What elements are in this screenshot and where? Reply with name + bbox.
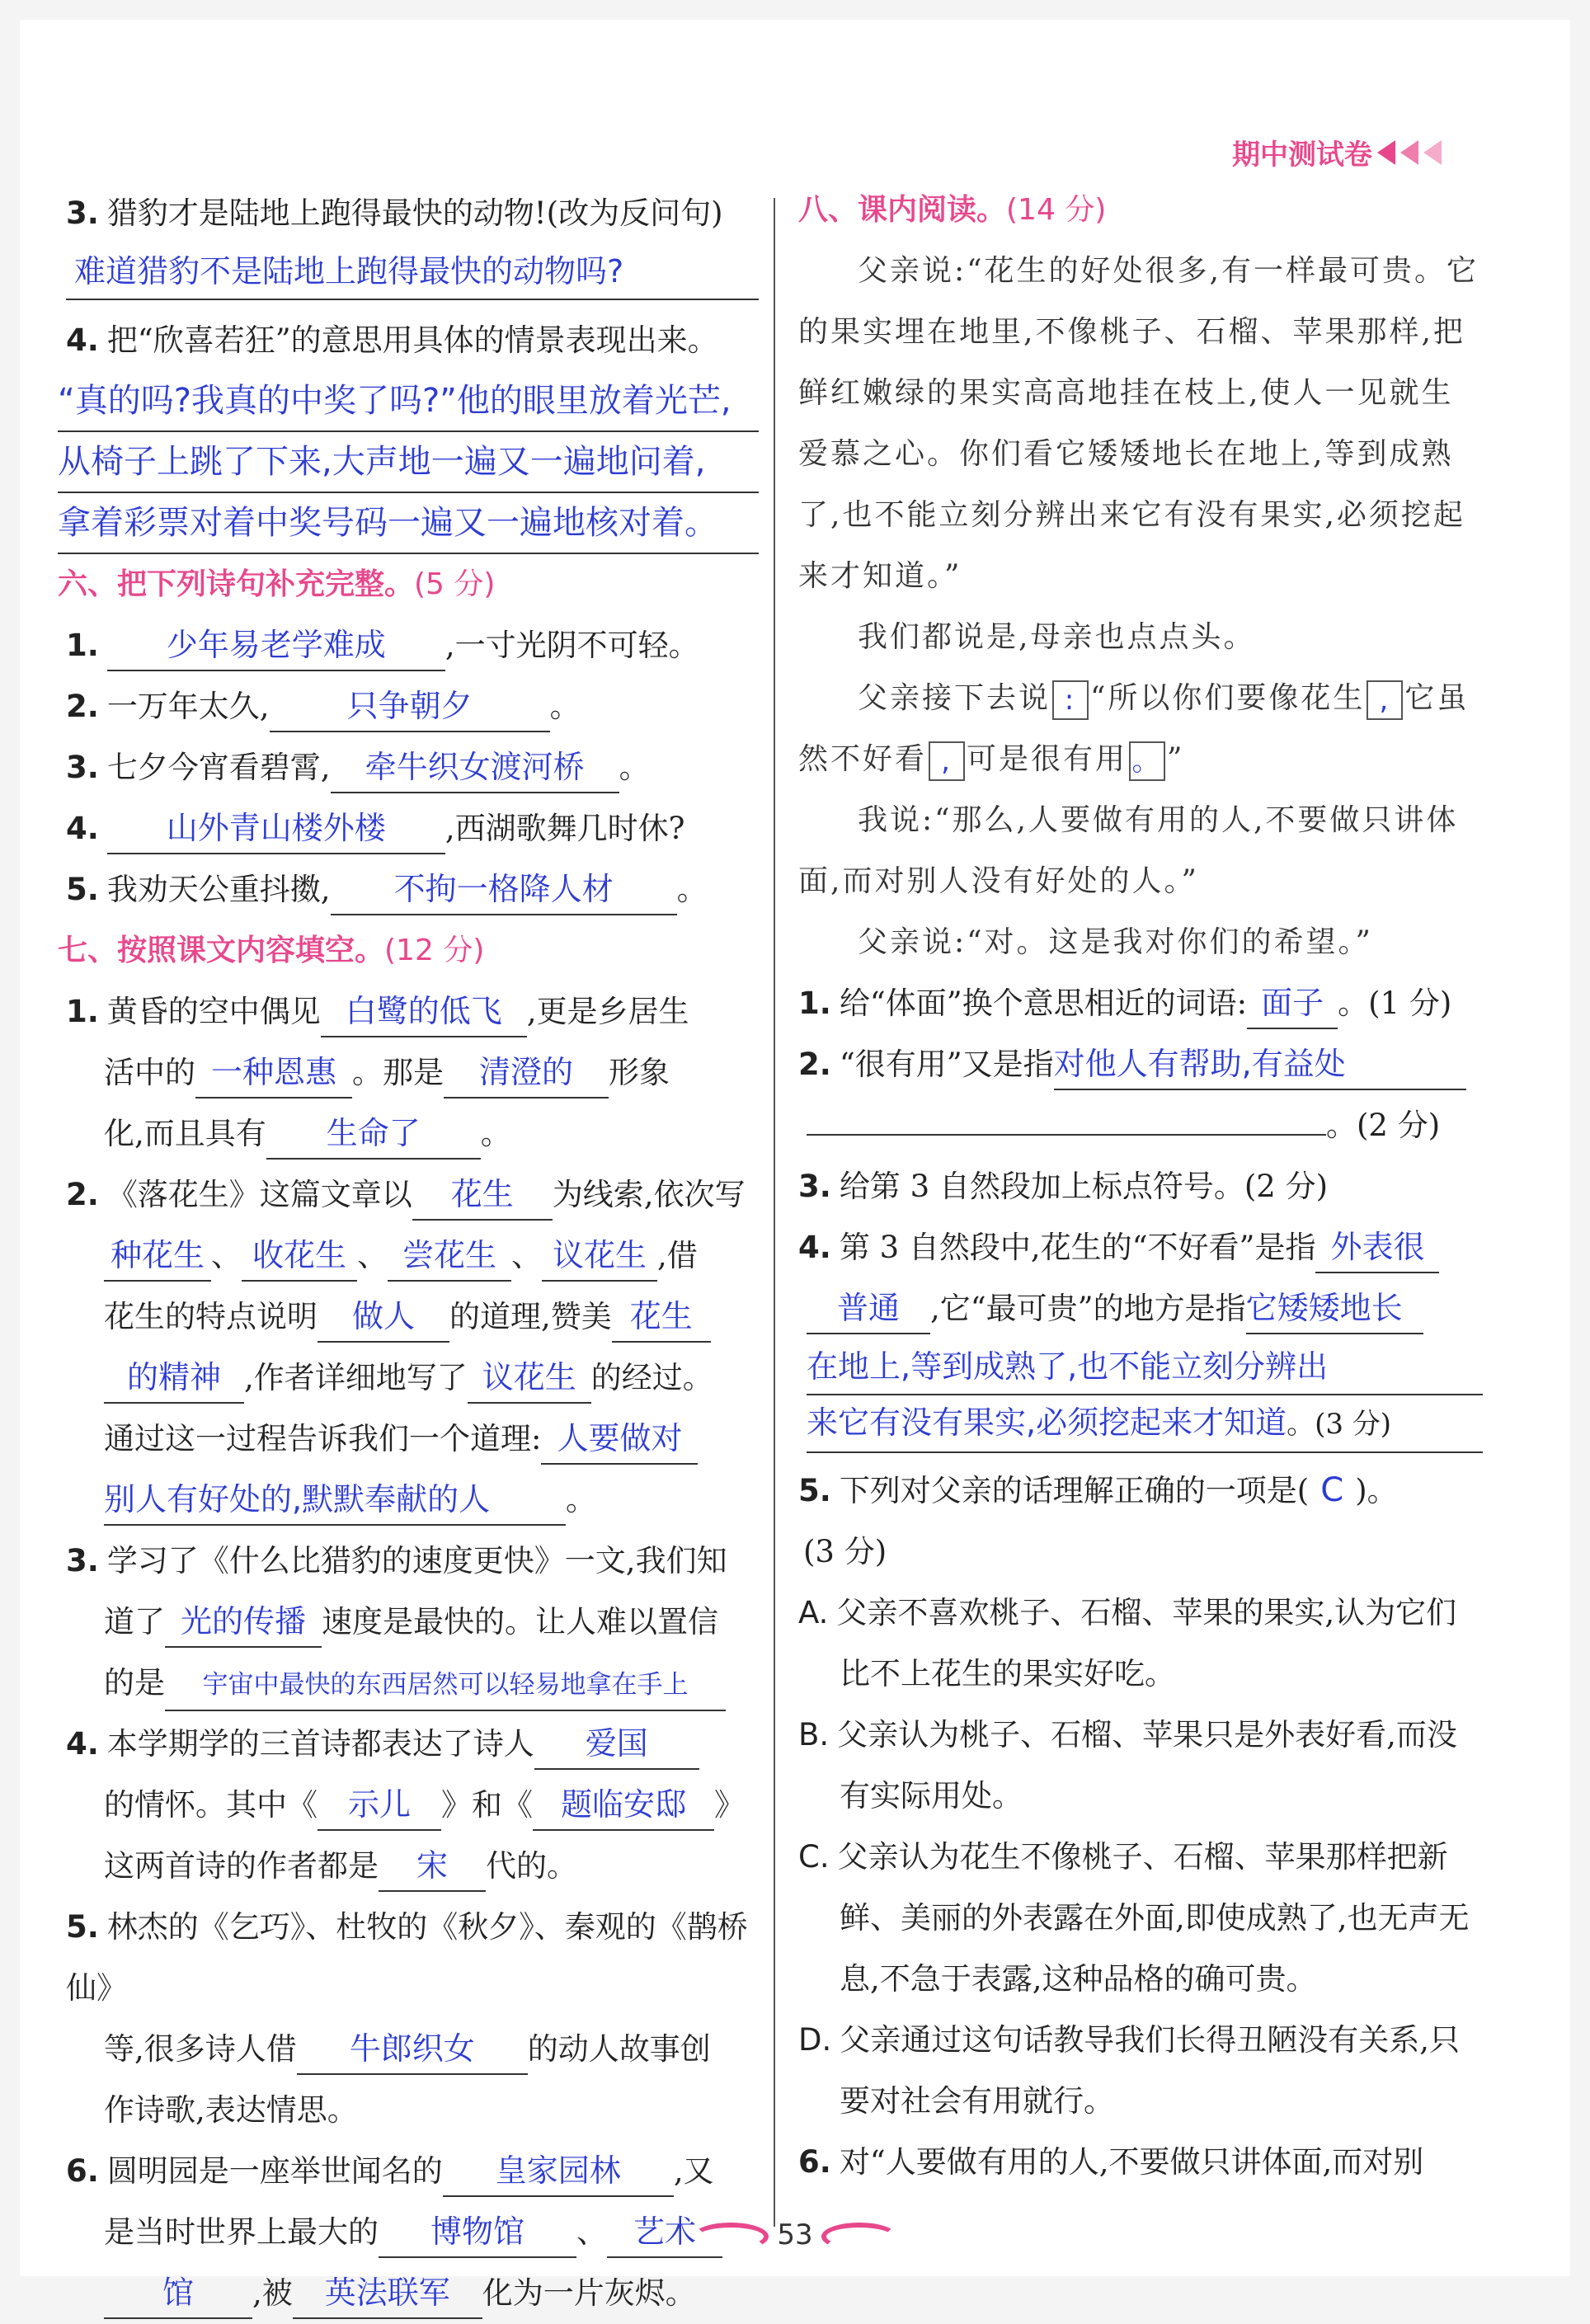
- text: ,被: [252, 2275, 293, 2311]
- answer-blank[interactable]: 生命了: [266, 1108, 481, 1160]
- answer-blank[interactable]: 普通: [807, 1283, 930, 1334]
- text: 是当时世界上最大的: [104, 2214, 379, 2250]
- text: 给第 3 自然段加上标点符号。(2 分): [839, 1169, 1329, 1204]
- reading-paragraph-punctuation: [798, 668, 1483, 790]
- text: 。那是: [352, 1055, 444, 1090]
- option-label: D.: [798, 2022, 832, 2058]
- text: 花生的特点说明: [104, 1299, 318, 1334]
- question-number: 1.: [798, 986, 831, 1021]
- answer-blank[interactable]: 宋: [379, 1841, 486, 1892]
- text: 活中的: [104, 1055, 195, 1090]
- option-b[interactable]: [798, 1705, 1483, 1827]
- text: ,借: [657, 1238, 698, 1273]
- punctuation-box[interactable]: :: [1052, 680, 1089, 720]
- text: 、: [357, 1238, 388, 1273]
- answer-blank[interactable]: 皇家园林: [443, 2146, 674, 2197]
- text: 》和《: [441, 1787, 533, 1823]
- option-d[interactable]: [798, 2010, 1483, 2132]
- text: 一万年太久,: [106, 689, 270, 724]
- section-7-title: [58, 920, 759, 981]
- text: 、: [211, 1238, 242, 1273]
- answer-blank[interactable]: 对他人有帮助,有益处: [1054, 1039, 1466, 1090]
- text: (3 分): [803, 1534, 887, 1569]
- section-title: 六、把下列诗句补充完整。: [58, 567, 415, 601]
- reading-q2: [798, 1034, 1483, 1156]
- text: 父亲接下去说: [858, 681, 1051, 715]
- question-number: 4.: [66, 322, 99, 358]
- answer-line[interactable]: 难道猎豹不是陆地上跑得最快的动物吗?: [66, 244, 759, 300]
- text: 道了: [104, 1604, 165, 1640]
- question-number: 6.: [66, 2153, 99, 2189]
- option-a[interactable]: [798, 1583, 1483, 1705]
- answer-blank[interactable]: 少年易老学难成: [107, 620, 445, 671]
- text: 。: [566, 1482, 596, 1517]
- text: 本学期学的三首诗都表达了诗人: [106, 1726, 534, 1762]
- option-list: [798, 1583, 1483, 2132]
- text: 形象: [609, 1055, 670, 1090]
- section-points: (5 分): [414, 567, 496, 601]
- poem-item: [66, 859, 759, 920]
- answer-blank[interactable]: 面子: [1247, 978, 1338, 1029]
- answer-choice[interactable]: C: [1320, 1471, 1344, 1509]
- text: 代的。: [486, 1848, 577, 1884]
- answer-line: “真的吗?我真的中奖了吗?”他的眼里放着光芒,: [58, 371, 759, 432]
- answer-blank[interactable]: 议花生: [468, 1353, 591, 1404]
- option-c[interactable]: [798, 1827, 1483, 2010]
- section-8-title: [798, 180, 1483, 241]
- answer-blank[interactable]: 山外青山楼外楼: [107, 803, 445, 854]
- option-label: A.: [798, 1595, 829, 1630]
- text: 《落花生》这篇文章以: [106, 1177, 412, 1212]
- answer-line[interactable]: [807, 1395, 1483, 1453]
- text: 可是很有用: [967, 742, 1128, 776]
- header-title: 期中测试卷: [1232, 139, 1372, 172]
- question-number: 4.: [66, 811, 99, 846]
- option-label: C.: [798, 1839, 830, 1875]
- question-number: 4.: [66, 1726, 99, 1762]
- question-number: 3.: [798, 1169, 831, 1204]
- answer-blank[interactable]: 不拘一格降人材: [331, 864, 677, 915]
- question-number: 1.: [66, 628, 99, 663]
- text: 它虽然不好看: [798, 681, 1470, 776]
- question-text: 把“欣喜若狂”的意思用具体的情景表现出来。: [106, 322, 718, 358]
- question-text: 猎豹才是陆地上跑得最快的动物!(改为反问句): [106, 195, 723, 231]
- text: 》: [714, 1787, 745, 1823]
- answer-blank[interactable]: 做人: [318, 1291, 449, 1343]
- text: ,一寸光阴不可轻。: [445, 628, 699, 663]
- text: 的道理,赞美: [449, 1299, 612, 1334]
- answer-blank[interactable]: 它矮矮地长: [1246, 1283, 1423, 1334]
- question-number: 3.: [66, 1543, 99, 1578]
- reading-paragraph: 我们都说是,母亲也点点头。: [858, 620, 1256, 654]
- option-text: 父亲通过这句话教导我们长得丑陋没有关系,只要对社会有用就行。: [840, 2022, 1461, 2119]
- option-label: B.: [798, 1717, 830, 1752]
- text: 。: [549, 689, 581, 724]
- answer-blank[interactable]: 一种恩惠: [195, 1047, 352, 1098]
- text: 。: [480, 1116, 511, 1151]
- text: 通过这一过程告诉我们一个道理:: [104, 1421, 542, 1456]
- text: 下列对父亲的话理解正确的一项是(: [839, 1473, 1310, 1508]
- reading-paragraph: 父亲说:“对。这是我对你们的希望。”: [858, 925, 1373, 959]
- fill-2: [66, 1164, 759, 1531]
- option-text: 父亲认为桃子、石榴、苹果只是外表好看,而没有实际用处。: [837, 1717, 1457, 1814]
- fill-1: [66, 981, 759, 1164]
- text: 。: [676, 872, 708, 907]
- swirl-ornament-icon: [693, 2223, 769, 2251]
- text: 的经过。: [590, 1360, 713, 1395]
- answer-blank[interactable]: 题临安邸: [533, 1780, 714, 1831]
- question-number: 2.: [66, 1177, 99, 1212]
- text: 。: [619, 750, 650, 785]
- answer-blank[interactable]: 尝花生: [388, 1230, 511, 1282]
- triangle-icon: [1377, 140, 1395, 165]
- answer-blank[interactable]: 博物馆: [379, 2207, 576, 2258]
- text: )。: [1355, 1473, 1398, 1508]
- answer-line: 从椅子上跳了下来,大声地一遍又一遍地问着,: [58, 432, 759, 493]
- question-number: 4.: [798, 1230, 831, 1265]
- text: 我劝天公重抖擞,: [106, 872, 331, 907]
- text: 速度是最快的。让人难以置信: [322, 1604, 718, 1640]
- text: 。(3 分): [1287, 1408, 1392, 1441]
- question-number: 6.: [798, 2144, 831, 2180]
- text: ,西湖歌舞几时休?: [445, 811, 685, 846]
- triangle-icon: [1400, 140, 1418, 165]
- text: 给“体面”换个意思相近的词语:: [839, 986, 1248, 1021]
- punctuation-box[interactable]: ,: [929, 741, 965, 781]
- answer-blank[interactable]: 人要做对: [541, 1414, 698, 1465]
- text: 、: [511, 1238, 542, 1273]
- option-text: 父亲认为花生不像桃子、石榴、苹果那样把新鲜、美丽的外表露在外面,即使成熟了,也无声无息,不急于表露,这种品格的确可贵。: [837, 1839, 1470, 1997]
- text: 黄昏的空中偶见: [106, 994, 321, 1029]
- answer-line[interactable]: 在地上,等到成熟了,也不能立刻分辨出: [807, 1339, 1483, 1395]
- answer-blank[interactable]: 别人有好处的,默默奉献的人: [104, 1475, 566, 1526]
- text: ,它“最可贵”的地方是指: [930, 1291, 1246, 1326]
- reading-paragraph: 父亲说:“花生的好处很多,有一样最可贵。它的果实埋在地里,不像桃子、石榴、苹果那样,把鲜红嫩绿的果实高高地挂在枝上,使人一见就生爱慕之心。你们看它矮矮地长在地上,等到成熟了,也不能立刻分辨出来它有没有果实,必须挖起来才知道。”: [798, 254, 1479, 593]
- text: 作诗歌,表达情思。: [104, 2092, 358, 2128]
- text: 。(2 分): [1326, 1108, 1441, 1143]
- answer-blank[interactable]: 花生: [412, 1169, 553, 1221]
- fill-3: [66, 1531, 759, 1714]
- question-number: 3.: [66, 195, 99, 231]
- text: 化,而且具有: [104, 1116, 266, 1151]
- question-number: 2.: [798, 1047, 831, 1082]
- poem-list: [66, 615, 759, 920]
- text: ”: [1167, 742, 1185, 776]
- reading-q4: [798, 1217, 1483, 1453]
- poem-item: [66, 798, 759, 859]
- text: 的是: [104, 1665, 165, 1701]
- answer-blank[interactable]: 外表很: [1315, 1222, 1439, 1273]
- section-title: 七、按照课文内容填空。: [58, 934, 385, 967]
- answer-blank[interactable]: 牵牛织女渡河桥: [331, 742, 619, 793]
- answer-blank[interactable]: 宇宙中最快的东西居然可以轻易地拿在手上: [165, 1660, 726, 1711]
- handwritten-answer[interactable]: [58, 371, 759, 554]
- text: ,更是乡居生: [526, 994, 689, 1029]
- section-points: (12 分): [384, 934, 485, 967]
- answer-blank[interactable]: 白鹭的低飞: [321, 986, 527, 1037]
- answer-blank[interactable]: 英法联军: [293, 2268, 482, 2319]
- section-6-title: [58, 554, 759, 615]
- reading-paragraph: 我说:“那么,人要做有用的人,不要做只讲体面,而对别人没有好处的人。”: [798, 803, 1459, 898]
- text: 对“人要做有用的人,不要做只讲体面,而对别: [839, 2144, 1424, 2180]
- answer-blank[interactable]: 牛郎织女: [297, 2024, 528, 2075]
- reading-q6: [798, 2132, 1483, 2193]
- punctuation-box[interactable]: 。: [1129, 741, 1165, 781]
- answer-blank[interactable]: 艺术: [607, 2207, 722, 2258]
- column-divider: [774, 198, 775, 2227]
- reading-q1: [798, 973, 1483, 1034]
- text: 七夕今宵看碧霄,: [106, 750, 331, 785]
- text: 等,很多诗人借: [104, 2031, 297, 2067]
- punctuation-box[interactable]: ,: [1367, 680, 1403, 720]
- text: 化为一片灰烬。: [482, 2275, 696, 2311]
- question-l3: [66, 183, 759, 300]
- text: ,又: [673, 2153, 714, 2189]
- text: 这两首诗的作者都是: [104, 1848, 379, 1884]
- text: ,作者详细地写了: [244, 1360, 468, 1395]
- page-number: 53: [777, 2218, 813, 2251]
- question-l4: [58, 310, 759, 554]
- text: 林杰的《乞巧》、杜牧的《秋夕》、秦观的《鹊桥仙》: [66, 1909, 748, 2006]
- answer-text: 来它有没有果实,必须挖起来才知道: [807, 1404, 1287, 1441]
- question-number: 3.: [66, 750, 99, 785]
- triangle-icon: [1423, 140, 1442, 165]
- text: 圆明园是一座举世闻名的: [106, 2153, 443, 2189]
- answer-blank[interactable]: 花生: [612, 1291, 711, 1343]
- text: 、: [576, 2214, 607, 2250]
- question-number: 5.: [66, 872, 99, 907]
- poem-item: [66, 615, 759, 676]
- answer-blank[interactable]: 馆: [104, 2268, 252, 2319]
- answer-line: 拿着彩票对着中奖号码一遍又一遍地核对着。: [58, 493, 759, 554]
- right-column: [798, 180, 1483, 2193]
- section-title: 八、课内阅读。: [798, 193, 1007, 227]
- left-column: [58, 183, 759, 2324]
- reading-q3: [798, 1156, 1483, 1217]
- text: 的动人故事创: [527, 2031, 711, 2067]
- answer-blank[interactable]: 清澄的: [444, 1047, 609, 1098]
- option-text: 父亲不喜欢桃子、石榴、苹果的果实,认为它们比不上花生的果实好吃。: [836, 1595, 1457, 1691]
- answer-blank[interactable]: 收花生: [242, 1230, 357, 1282]
- text: 学习了《什么比猎豹的速度更快》一文,我们知: [106, 1543, 727, 1578]
- section-points: (14 分): [1006, 193, 1107, 227]
- answer-blank[interactable]: 种花生: [104, 1230, 211, 1282]
- answer-blank[interactable]: 议花生: [542, 1230, 657, 1282]
- reading-q5: [798, 1460, 1483, 1583]
- answer-blank[interactable]: [807, 1134, 1326, 1136]
- answer-blank[interactable]: 的精神: [104, 1353, 244, 1404]
- text: 。(1 分): [1338, 986, 1452, 1021]
- fill-4: [66, 1714, 759, 1897]
- question-number: 1.: [66, 994, 99, 1029]
- header: [1232, 132, 1442, 172]
- swirl-ornament-icon: [821, 2223, 897, 2251]
- poem-item: [66, 676, 759, 737]
- answer-blank[interactable]: 只争朝夕: [270, 681, 550, 732]
- text: 的情怀。其中《: [104, 1787, 318, 1823]
- fill-5: [66, 1897, 759, 2141]
- answer-blank[interactable]: 示儿: [318, 1780, 441, 1831]
- text: 第 3 自然段中,花生的“不好看”是指: [839, 1230, 1316, 1265]
- question-number: 2.: [66, 689, 99, 724]
- answer-blank[interactable]: 爱国: [534, 1719, 699, 1770]
- text: “很有用”又是指: [839, 1047, 1054, 1082]
- question-number: 5.: [66, 1909, 99, 1945]
- question-number: 5.: [798, 1473, 831, 1508]
- poem-item: [66, 737, 759, 798]
- answer-blank[interactable]: 光的传播: [165, 1597, 322, 1648]
- text: 为线索,依次写: [552, 1177, 746, 1212]
- text: “所以你们要像花生: [1090, 681, 1366, 715]
- page-footer: [0, 2218, 1590, 2251]
